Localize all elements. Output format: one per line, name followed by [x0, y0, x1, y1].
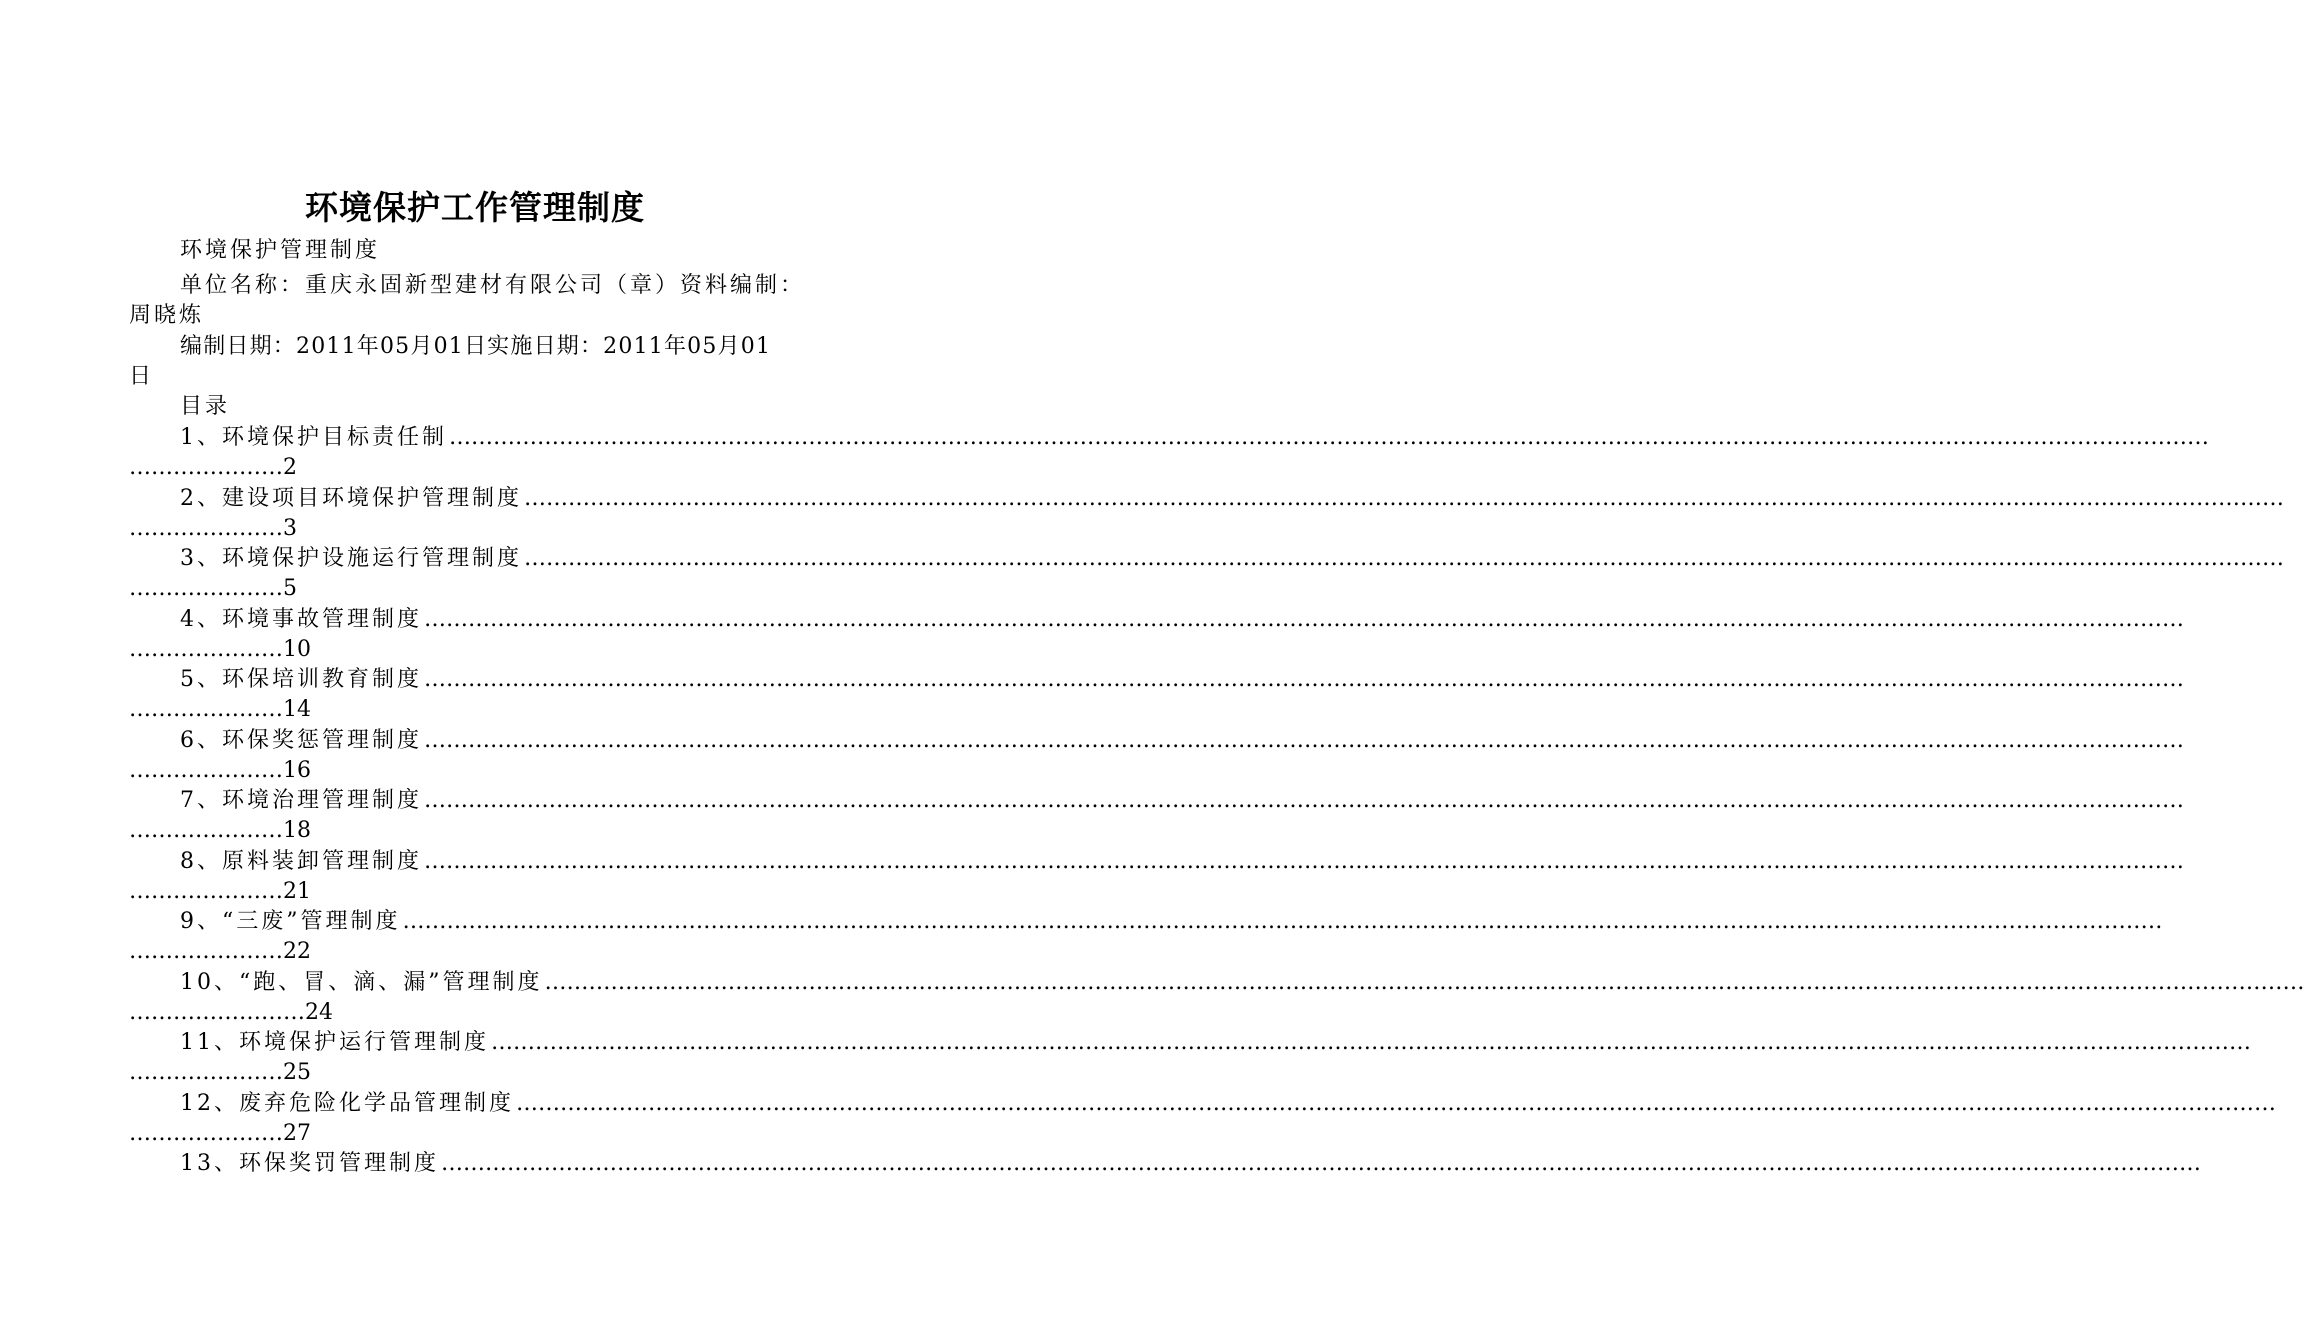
toc-leader-dots: …………………………………………………………………………………………………………………………………………………………………………………………………………………… [516, 1090, 2276, 1116]
toc-entry-continuation [129, 695, 311, 725]
toc-entry-label: 1、环境保护目标责任制 [180, 425, 447, 450]
toc-entry-label: 13、环保奖罚管理制度 [180, 1151, 439, 1176]
toc-entry-label: 5、环保培训教育制度 [180, 667, 422, 692]
toc-entry-label: 9、“三废”管理制度 [180, 909, 401, 934]
toc-entry-label: 3、环境保护设施运行管理制度 [180, 546, 522, 571]
toc-page-number: 18 [283, 818, 311, 843]
toc-entry-label: 2、建设项目环境保护管理制度 [180, 485, 522, 511]
toc-leader-dots: …………………………………………………………………………………………………………………………………………………………………………………………………………………… [544, 969, 2305, 995]
toc-page-number: 3 [283, 515, 297, 541]
toc-leader-dots: ………………… [129, 939, 283, 964]
toc-entry-continuation [129, 998, 333, 1028]
toc-leader-dots: …………………… [129, 999, 305, 1025]
toc-leader-dots: ………………… [129, 878, 283, 904]
toc-page-number: 2 [283, 455, 297, 480]
toc-page-number: 21 [283, 878, 311, 904]
toc-page-number: 22 [283, 939, 311, 964]
toc-entry-continuation [129, 877, 311, 907]
toc-entry-continuation [129, 514, 297, 544]
unit-name-line: 单位名称：重庆永固新型建材有限公司（章）资料编制： [180, 273, 806, 298]
toc-entry-label: 11、环境保护运行管理制度 [180, 1030, 489, 1055]
toc-page-number: 10 [283, 636, 311, 662]
toc-leader-dots: ………………… [129, 455, 283, 480]
toc-leader-dots: …………………………………………………………………………………………………………………………………………………………………………………………………………………… [449, 425, 2209, 450]
toc-page-number: 25 [283, 1060, 311, 1085]
toc-entry-continuation [129, 453, 297, 483]
toc-leader-dots: …………………………………………………………………………………………………………………………………………………………………………………………………………………… [424, 848, 2184, 874]
date-line-continued: 日 [129, 364, 155, 389]
toc-leader-dots: ………………… [129, 576, 283, 601]
toc-leader-dots: …………………………………………………………………………………………………………………………………………………………………………………………………………………… [424, 667, 2184, 692]
toc-page-number: 14 [283, 697, 311, 722]
toc-entry-continuation [129, 1119, 311, 1149]
toc-entry-continuation [129, 756, 311, 786]
document-title: 环境保护工作管理制度 [305, 188, 645, 227]
date-line: 编制日期：2011年05月01日实施日期：2011年05月01 [180, 334, 772, 359]
toc-entry-label: 10、“跑、冒、滴、漏”管理制度 [180, 969, 543, 995]
toc-leader-dots: …………………………………………………………………………………………………………………………………………………………………………………………………………………… [491, 1030, 2251, 1055]
toc-entry-label: 8、原料装卸管理制度 [180, 848, 422, 874]
toc-leader-dots: ………………… [129, 1060, 283, 1085]
toc-entry-continuation [129, 1058, 311, 1088]
toc-leader-dots: ………………… [129, 1120, 283, 1146]
toc-leader-dots: …………………………………………………………………………………………………………………………………………………………………………………………………………………… [424, 606, 2184, 632]
toc-leader-dots: …………………………………………………………………………………………………………………………………………………………………………………………………………………… [424, 788, 2184, 813]
toc-leader-dots: …………………………………………………………………………………………………………………………………………………………………………………………………………………… [402, 909, 2163, 934]
toc-page-number: 24 [305, 999, 333, 1025]
toc-entry-continuation [129, 937, 311, 967]
toc-page-number: 27 [283, 1120, 311, 1146]
toc-leader-dots: ………………… [129, 515, 283, 541]
toc-entry-label: 4、环境事故管理制度 [180, 606, 422, 632]
toc-leader-dots: ………………… [129, 636, 283, 662]
unit-name-line-continued: 周晓炼 [129, 303, 205, 328]
toc-leader-dots: ………………… [129, 818, 283, 843]
toc-entry-continuation [129, 816, 311, 846]
toc-heading: 目录 [180, 394, 231, 419]
toc-leader-dots: ………………… [129, 757, 283, 783]
toc-entry-label: 6、环保奖惩管理制度 [180, 727, 422, 753]
toc-leader-dots: …………………………………………………………………………………………………………………………………………………………………………………………………………………… [524, 485, 2284, 511]
toc-entry-continuation [129, 574, 297, 604]
toc-leader-dots: …………………………………………………………………………………………………………………………………………………………………………………………………………………… [441, 1151, 2201, 1176]
toc-leader-dots: ………………… [129, 697, 283, 722]
toc-entry-label: 7、环境治理管理制度 [180, 788, 422, 813]
document-subtitle: 环境保护管理制度 [180, 238, 381, 263]
toc-page-number: 5 [283, 576, 297, 601]
toc-entry-label: 12、废弃危险化学品管理制度 [180, 1090, 514, 1116]
toc-leader-dots: …………………………………………………………………………………………………………………………………………………………………………………………………………………… [424, 727, 2184, 753]
toc-entry-continuation [129, 635, 311, 665]
toc-page-number: 16 [283, 757, 311, 783]
toc-leader-dots: …………………………………………………………………………………………………………………………………………………………………………………………………………………… [524, 546, 2284, 571]
